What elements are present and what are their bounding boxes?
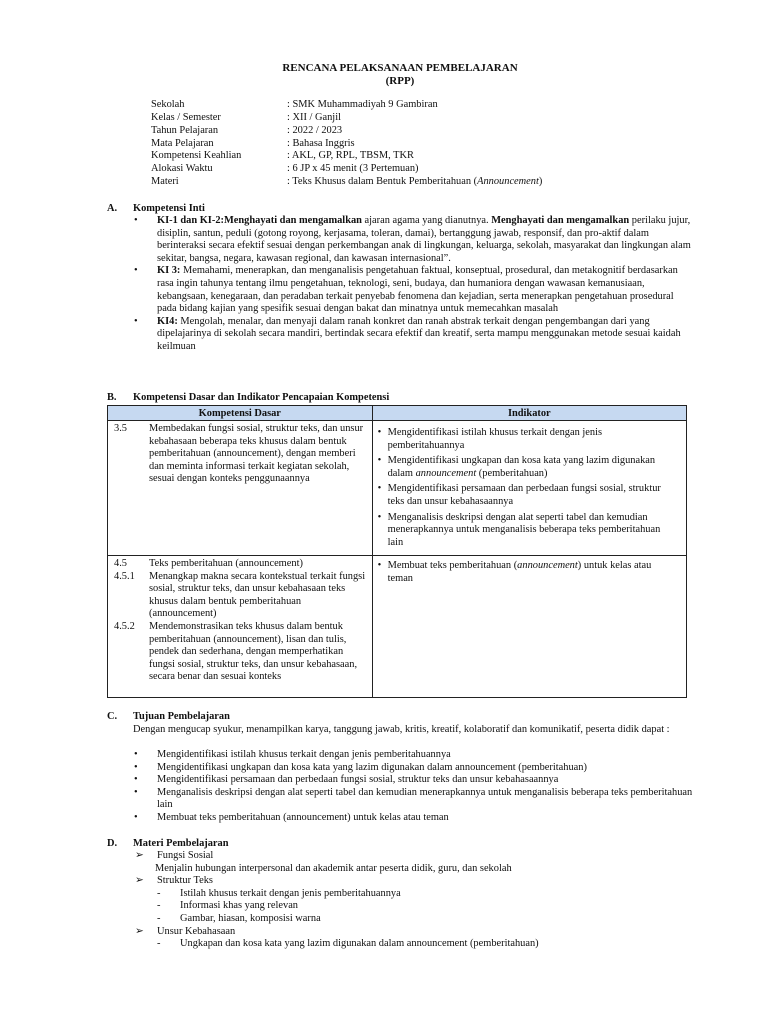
kd-number: 3.5 [114,423,127,434]
list-item [133,787,693,812]
materi-heading-text: Struktur Teks [157,875,213,887]
table-header-kompetensi-dasar: Kompetensi Dasar [108,406,373,421]
list-item-text: Membuat teks pemberitahuan (announcement) untuk kelas atau teman [157,811,449,823]
list-item [133,749,693,762]
list-item-text: Gambar, hiasan, komposisi warna [180,912,321,924]
ki-text: Mengolah, menalar, dan menyaji dalam ranah konkret dan ranah abstrak terkait dengan pengembangan dari yang dipelajarinya di sekolah secara mandiri, bertindak secara efektif dan kreatif, serta mampu menggunakan metode sesuai kaidah keilmuan [157,315,681,352]
dash-icon: - [157,912,161,924]
bullet-icon: • [377,511,382,523]
bullet-icon: • [134,215,138,226]
materi-description: Menjalin hubungan interpersonal dan akademik antar peserta didik, guru, dan sekolah [155,862,512,874]
indikator-list [373,421,686,549]
identity-value: : 6 JP x 45 menit (3 Pertemuan) [287,163,419,174]
bullet-icon: • [134,774,138,786]
table-cell-indikator [372,421,686,556]
identity-value: : AKL, GP, RPL, TBSM, TKR [287,150,414,161]
kd-text: Mendemonstrasikan teks khusus dalam bentuk pemberitahuan (announcement), lisan dan tulis, pendek dan sederhana, dengan memperhatikan fungsi sosial, struktur teks, dan unsur kebahasaan, secara benar dan sesuai konteks [149,620,358,683]
materi-heading-text: Unsur Kebahasaan [157,925,236,937]
list-item [133,812,693,825]
identity-value: : XII / Ganjil [287,112,341,123]
indikator-item [377,560,678,585]
kompetensi-inti-list [133,215,693,354]
table-header-indikator: Indikator [372,406,686,421]
table-cell-indikator [372,556,686,698]
bullet-icon: • [134,315,138,327]
document-subtitle: (RPP) [385,75,415,87]
materi-list [133,850,693,951]
tujuan-intro: Dengan mengucap syukur, menampilkan karya, tanggung jawab, kritis, kreatif, kolaboratif dan komunikatif, peserta didik dapat : [133,724,670,735]
list-item-text: Ungkapan dan kosa kata yang lazim digunakan dalam announcement (pemberitahuan) [180,938,539,950]
identity-row-materi [151,176,542,189]
bullet-icon: • [134,761,138,773]
kompetensi-table [107,405,687,698]
indikator-emphasis: announcement [517,560,578,571]
kd-number: 4.5.1 [114,570,135,582]
identity-row-mapel [151,138,355,151]
tujuan-list [133,749,693,825]
document-title: RENCANA PELAKSANAAN PEMBELAJARAN [282,62,518,74]
indikator-text-part: Mengidentifikasi ungkapan dan kosa kata yang lazim digunakan dalam [387,455,656,479]
ki-text: Memahami, menerapkan, dan menganalisis pengetahuan faktual, konseptual, prosedural, dan metakognitif berdasarkan rasa ingin tahunya tentang ilmu pengetahuan, teknologi, seni, budaya, dan humaniora dengan wawasan kemanusiaan, kebangsaan, kenegaraan, dan peradaban terkait penyebab fenomena dan kejadian, serta menerapkan pengetahuan prosedural pada bidang kajian yang spesifik sesuai dengan bakat dan minatnya untuk memecahkan masalah [157,265,678,315]
ki-1-2-text [157,215,693,265]
section-number: C. [107,711,118,722]
list-item-text: Mengidentifikasi persamaan dan perbedaan fungsi sosial, struktur teks dan unsur kebahasaannya [157,774,559,786]
indikator-text-part: Membuat teks pemberitahuan ( [387,560,518,571]
materi-heading-unsur-kebahasaan [133,926,693,939]
arrow-bullet-icon: ➢ [135,875,144,887]
identity-value: : Bahasa Inggris [287,138,355,149]
identity-value-text: ) [538,176,543,187]
ki-text: perilaku jujur, disiplin, santun, peduli (gotong royong, kerjasama, toleran, damai), bertanggung jawab, responsif, dan pro-aktif dalam berinteraksi secara efektif sesuai dengan perkembangan anak di lingkungan, keluarga, sekolah, masyarakat dan lingkungan alam sekitar, bangsa, negara, kawasan regional, dan kawasan internasional”. [157,215,691,264]
identity-key: Tahun Pelajaran [151,125,219,136]
bullet-icon: • [377,560,382,571]
kd-item [114,571,366,621]
list-item [133,774,693,787]
ki-4-item [133,316,693,354]
section-number: D. [107,838,118,849]
list-item [155,888,693,901]
identity-key: Sekolah [151,99,185,110]
indikator-text-part: (pemberitahuan) [476,467,548,479]
indikator-text: Mengidentifikasi persamaan dan perbedaan fungsi sosial, struktur teks dan unsur kebahasaannya [387,483,661,507]
ki-emphasis: Menghayati dan mengamalkan [491,215,630,226]
section-a-heading [107,203,205,216]
indikator-emphasis: announcement [415,467,477,479]
list-item [155,938,693,951]
materi-heading-fungsi-sosial [133,850,693,863]
ki-label: KI-1 dan KI-2:Menghayati dan mengamalkan [157,215,362,226]
unsur-kebahasaan-list [133,938,693,951]
ki-label: KI4: [157,315,178,327]
table-header-row [108,406,687,421]
identity-key: Mata Pelajaran [151,138,214,149]
section-number: B. [107,392,117,403]
kd-text: Membedakan fungsi sosial, struktur teks, dan unsur kebahasaan beberapa teks khusus dalam bentuk pemberitahuan (announcement), dengan memberi dan meminta informasi terkait kegiatan sekolah, sesuai dengan konteks penggunaannya [149,423,364,485]
identity-row-sekolah [151,99,438,112]
bullet-icon: • [134,265,138,277]
kd-item [114,558,366,571]
list-item-text: Informasi khas yang relevan [180,900,299,912]
identity-value [287,176,542,189]
kd-item [114,621,366,684]
section-title: Kompetensi Dasar dan Indikator Pencapaian Kompetensi [133,392,390,403]
identity-key: Kelas / Semester [151,112,221,123]
identity-row-kompetensi [151,150,414,163]
dash-icon: - [157,938,161,950]
ki-label: KI 3: [157,265,181,277]
identity-row-kelas [151,112,341,125]
list-item-text: Mengidentifikasi ungkapan dan kosa kata yang lazim digunakan dalam announcement (pemberitahuan) [157,761,587,773]
materi-heading-struktur-teks [133,875,693,888]
bullet-icon: • [377,483,382,495]
identity-key: Kompetensi Keahlian [151,150,242,161]
identity-row-alokasi [151,163,419,176]
kd-list [108,556,372,684]
ki-3-text [157,265,693,315]
ki-1-2-item [133,215,693,265]
indikator-text [388,455,678,480]
arrow-bullet-icon: ➢ [135,925,144,937]
dash-icon: - [157,887,161,899]
indikator-text: Menganalisis deskripsi dengan alat seperti tabel dan kemudian menerapkannya untuk menganalisis beberapa teks pemberitahuan lain [387,511,661,548]
identity-key: Alokasi Waktu [151,163,213,174]
dash-icon: - [157,900,161,912]
bullet-icon: • [134,786,138,798]
materi-heading-text: Fungsi Sosial [157,850,214,861]
ki-3-item [133,265,693,315]
arrow-bullet-icon: ➢ [135,850,144,861]
kd-text: Teks pemberitahuan (announcement) [149,558,303,569]
indikator-item [377,483,678,508]
kd-number: 4.5.2 [114,620,135,632]
bullet-icon: • [377,427,382,438]
table-cell-kd [108,421,373,556]
bullet-icon: • [134,749,138,760]
section-d-heading [107,838,229,851]
struktur-teks-list [133,888,693,926]
identity-key: Materi [151,176,179,187]
kd-number: 4.5 [114,558,127,569]
list-item-text: Mengidentifikasi istilah khusus terkait dengan jenis pemberitahuannya [157,749,451,760]
indikator-text-part: ) untuk kelas atau teman [387,560,652,584]
identity-value: : SMK Muhammadiyah 9 Gambiran [287,99,438,110]
section-title: Materi Pembelajaran [133,838,229,849]
table-row [108,556,687,698]
indikator-item [377,427,678,452]
list-item [155,900,693,913]
indikator-item [377,512,678,550]
bullet-icon: • [134,811,138,823]
table-cell-kd [108,556,373,698]
list-item-text: Menganalisis deskripsi dengan alat seperti tabel dan kemudian menerapkannya untuk menganalisis beberapa teks pemberitahuan lain [157,786,693,811]
bullet-icon: • [377,455,382,467]
list-item [155,913,693,926]
kd-item [108,421,372,486]
ki-text: ajaran agama yang dianutnya. [361,215,492,226]
section-b-heading [107,392,389,405]
table-row [108,421,687,556]
list-item [133,762,693,775]
section-title: Tujuan Pembelajaran [133,711,230,722]
kd-text: Menangkap makna secara kontekstual terkait fungsi sosial, struktur teks, dan unsur kebahasaan teks khusus dalam bentuk pemberitahuan (announcement) [149,570,366,620]
identity-value: : 2022 / 2023 [287,125,343,136]
ki-4-text [157,316,693,354]
identity-value-text: : Teks Khusus dalam Bentuk Pemberitahuan ( [287,176,478,187]
indikator-item [377,455,678,480]
identity-row-tahun [151,125,342,138]
indikator-text: Mengidentifikasi istilah khusus terkait dengan jenis pemberitahuannya [387,427,603,451]
identity-value-emphasis: Announcement [477,176,539,187]
section-title: Kompetensi Inti [133,203,205,214]
list-item-text: Istilah khusus terkait dengan jenis pemberitahuannya [180,887,401,899]
section-c-heading [107,711,230,724]
indikator-text [388,560,678,585]
indikator-list [373,556,686,585]
section-number: A. [107,203,118,214]
